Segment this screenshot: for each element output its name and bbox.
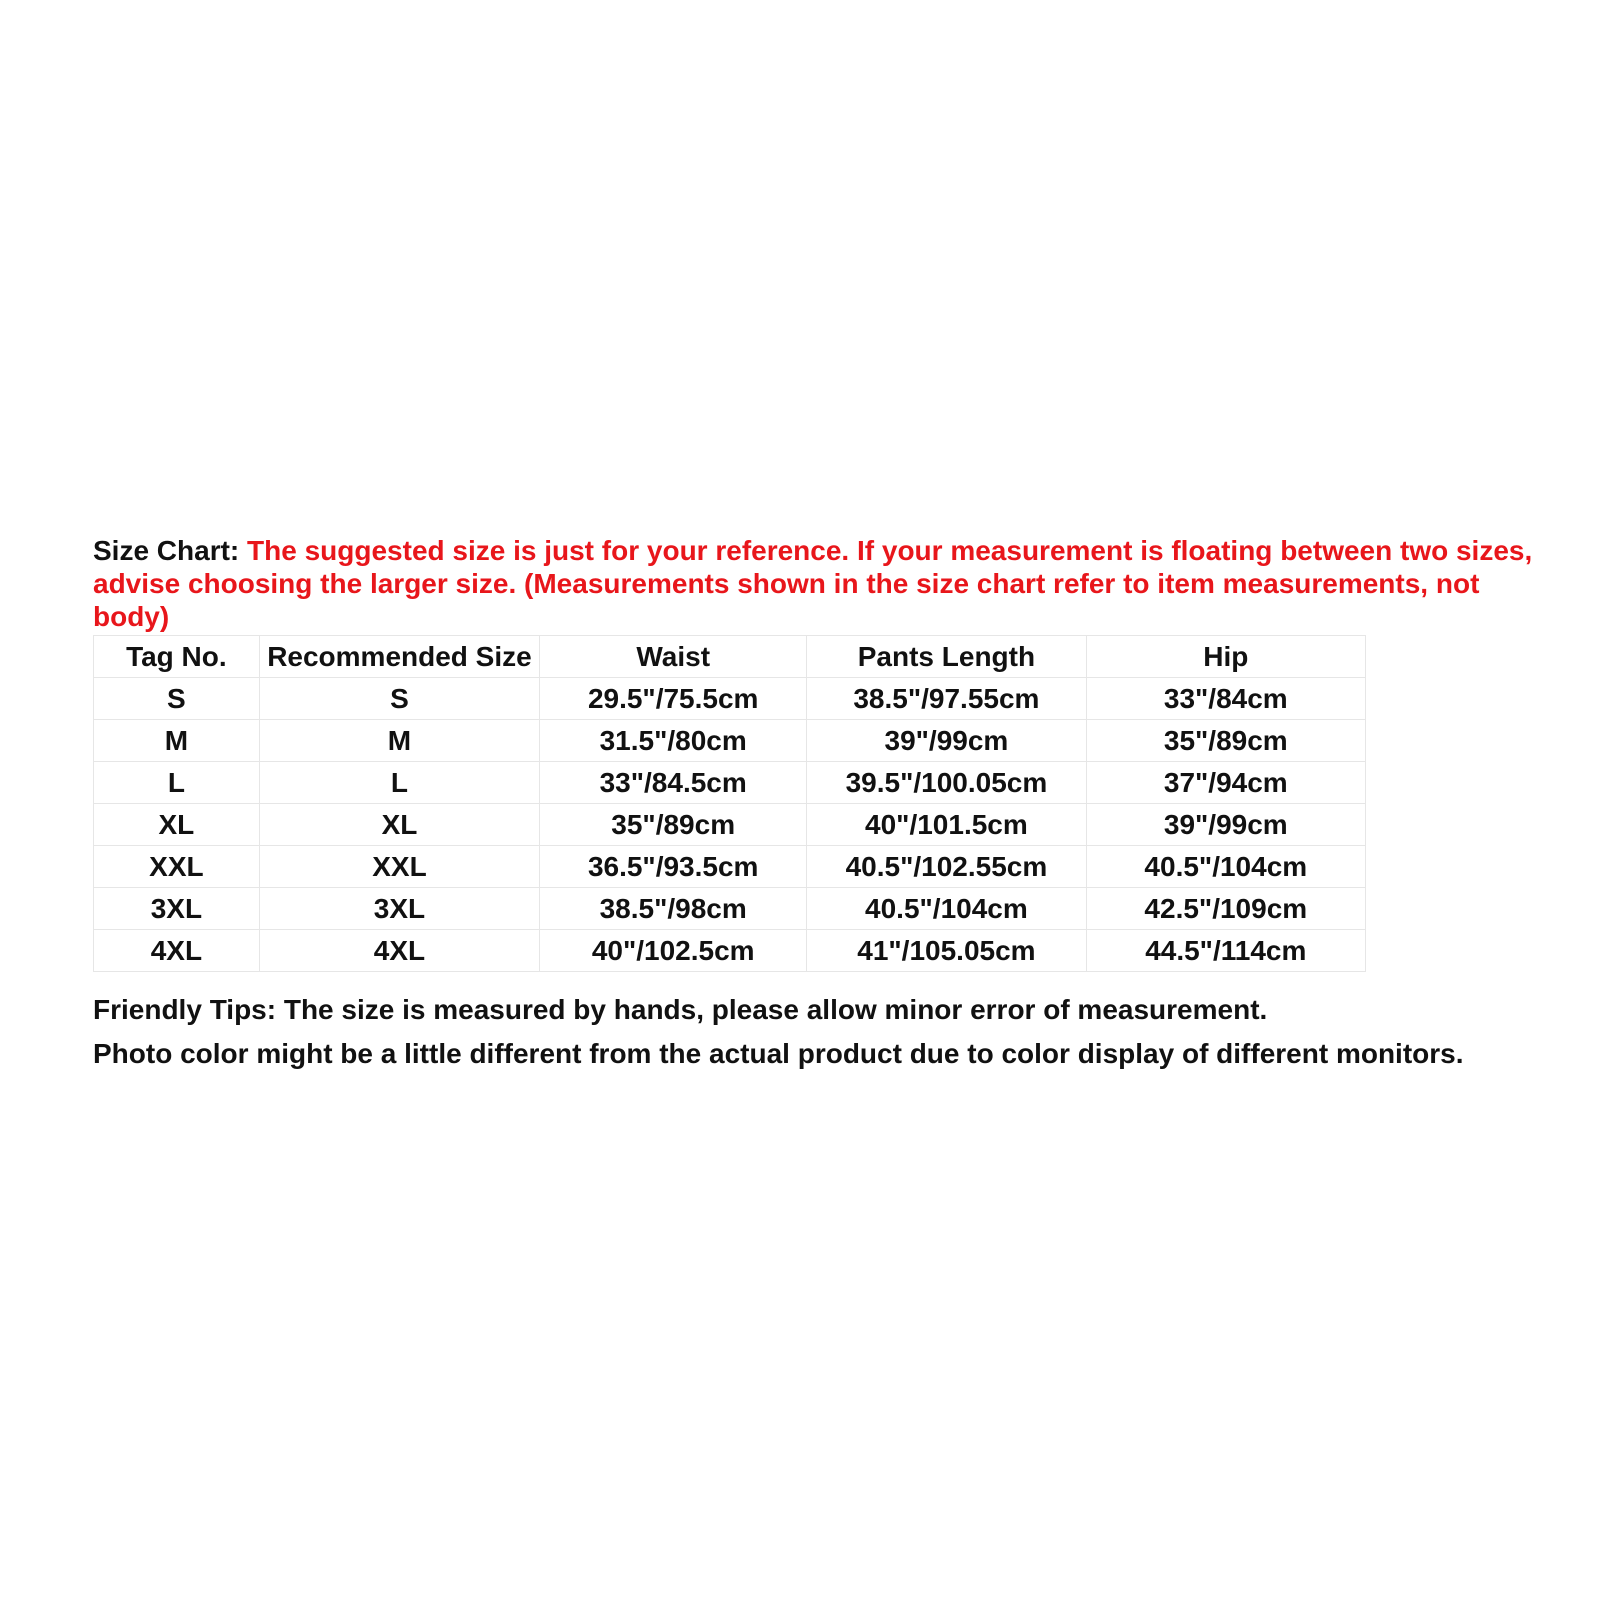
cell-recommended-size: L <box>259 762 539 804</box>
tips-photo-color: Photo color might be a little different from the actual product due to color display of different monitors. <box>93 1038 1464 1069</box>
tips-measurement: Friendly Tips: The size is measured by hands, please allow minor error of measurement. <box>93 994 1268 1025</box>
table-row <box>94 804 1366 846</box>
tips-section <box>93 988 1553 1076</box>
size-chart-intro <box>93 534 1553 633</box>
cell-waist: 31.5"/80cm <box>540 720 807 762</box>
header-pants-length: Pants Length <box>807 636 1086 678</box>
cell-waist: 36.5"/93.5cm <box>540 846 807 888</box>
cell-recommended-size: S <box>259 678 539 720</box>
table-row <box>94 762 1366 804</box>
cell-waist: 29.5"/75.5cm <box>540 678 807 720</box>
cell-tag-no: S <box>94 678 260 720</box>
cell-waist: 33"/84.5cm <box>540 762 807 804</box>
table-row <box>94 888 1366 930</box>
cell-waist: 35"/89cm <box>540 804 807 846</box>
header-hip: Hip <box>1086 636 1365 678</box>
cell-hip: 44.5"/114cm <box>1086 930 1365 972</box>
cell-tag-no: M <box>94 720 260 762</box>
cell-hip: 39"/99cm <box>1086 804 1365 846</box>
size-chart-document <box>93 534 1553 1076</box>
cell-pants-length: 40.5"/102.55cm <box>807 846 1086 888</box>
cell-pants-length: 40"/101.5cm <box>807 804 1086 846</box>
cell-recommended-size: M <box>259 720 539 762</box>
table-header-row <box>94 636 1366 678</box>
cell-tag-no: 4XL <box>94 930 260 972</box>
size-chart-note: The suggested size is just for your reference. If your measurement is floating between two sizes, advise choosing the larger size. (Measurements shown in the size chart refer to item measurements, not body) <box>93 535 1533 632</box>
header-tag-no: Tag No. <box>94 636 260 678</box>
cell-recommended-size: 3XL <box>259 888 539 930</box>
cell-hip: 37"/94cm <box>1086 762 1365 804</box>
cell-waist: 40"/102.5cm <box>540 930 807 972</box>
table-row <box>94 720 1366 762</box>
size-table <box>93 635 1366 972</box>
cell-tag-no: L <box>94 762 260 804</box>
cell-hip: 42.5"/109cm <box>1086 888 1365 930</box>
header-recommended-size: Recommended Size <box>259 636 539 678</box>
cell-tag-no: XL <box>94 804 260 846</box>
cell-waist: 38.5"/98cm <box>540 888 807 930</box>
cell-recommended-size: XL <box>259 804 539 846</box>
cell-pants-length: 38.5"/97.55cm <box>807 678 1086 720</box>
table-row <box>94 846 1366 888</box>
cell-pants-length: 39"/99cm <box>807 720 1086 762</box>
cell-recommended-size: 4XL <box>259 930 539 972</box>
cell-pants-length: 40.5"/104cm <box>807 888 1086 930</box>
header-waist: Waist <box>540 636 807 678</box>
cell-hip: 35"/89cm <box>1086 720 1365 762</box>
cell-recommended-size: XXL <box>259 846 539 888</box>
table-row <box>94 678 1366 720</box>
cell-pants-length: 41"/105.05cm <box>807 930 1086 972</box>
cell-pants-length: 39.5"/100.05cm <box>807 762 1086 804</box>
table-row <box>94 930 1366 972</box>
size-chart-label: Size Chart: <box>93 535 248 566</box>
cell-tag-no: XXL <box>94 846 260 888</box>
cell-tag-no: 3XL <box>94 888 260 930</box>
cell-hip: 40.5"/104cm <box>1086 846 1365 888</box>
cell-hip: 33"/84cm <box>1086 678 1365 720</box>
